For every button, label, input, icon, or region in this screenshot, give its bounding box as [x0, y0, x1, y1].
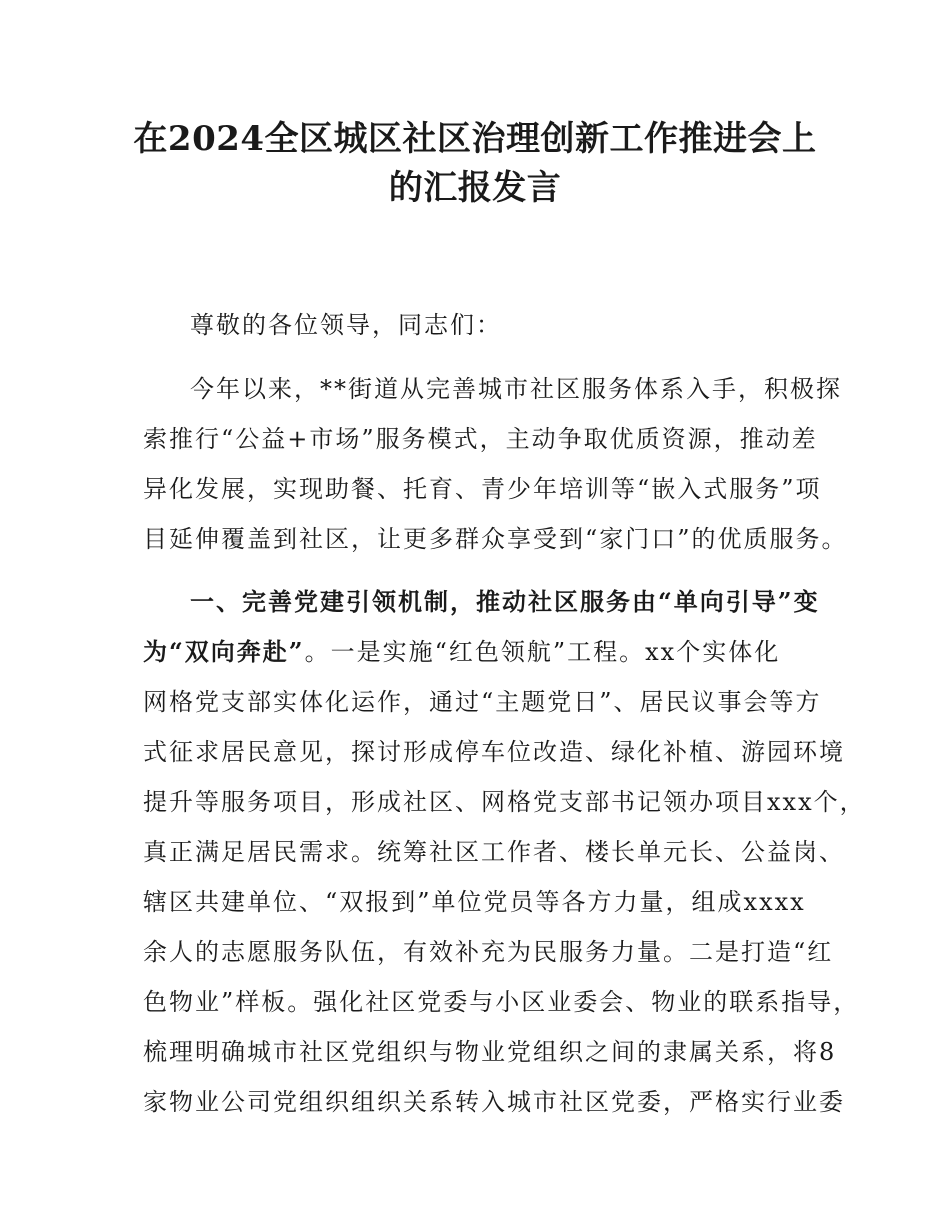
- section-1-heading-bold-tail: 为“双向奔赴”: [143, 637, 305, 666]
- intro-line: 异化发展，实现助餐、托育、青少年培训等“嵌入式服务”项: [143, 475, 822, 503]
- intro-line: 今年以来，**街道从完善城市社区服务体系入手，积极探: [190, 375, 842, 403]
- intro-line: 索推行“公益+市场”服务模式，主动争取优质资源，推动差: [143, 425, 818, 453]
- section-1-line: 色物业”样板。强化社区党委与小区业委会、物业的联系指导，: [143, 988, 860, 1016]
- section-1-line: 提升等服务项目，形成社区、网格党支部书记领办项目xxx个，: [143, 788, 866, 816]
- salutation: 尊敬的各位领导，同志们：: [190, 311, 502, 339]
- section-1-body-start: 。一是实施“红色领航”工程。xx个实体化: [304, 638, 781, 666]
- section-1-heading-continued: [143, 636, 780, 668]
- section-1-line: 余人的志愿服务队伍，有效补充为民服务力量。二是打造“红: [143, 938, 834, 966]
- section-1-line: 式征求居民意见，探讨形成停车位改造、绿化补植、游园环境: [143, 738, 845, 766]
- intro-line: 目延伸覆盖到社区，让更多群众享受到“家门口”的优质服务。: [143, 525, 848, 553]
- section-1-line: 网格党支部实体化运作，通过“主题党日”、居民议事会等方: [143, 688, 822, 716]
- section-1-heading: 一、完善党建引领机制，推动社区服务由“单向引导”变: [190, 587, 820, 616]
- section-1-line: 梳理明确城市社区党组织与物业党组织之间的隶属关系，将8: [143, 1038, 837, 1066]
- section-1-line: 真正满足居民需求。统筹社区工作者、楼长单元长、公益岗、: [143, 838, 845, 866]
- section-1-line: 家物业公司党组织组织关系转入城市社区党委，严格实行业委: [143, 1088, 845, 1116]
- section-1-line: 辖区共建单位、“双报到”单位党员等各方力量，组成xxxx: [143, 888, 806, 916]
- document-title-line-2: 的汇报发言: [388, 168, 562, 208]
- document-title-line-1: 在2024全区城区社区治理创新工作推进会上: [133, 119, 817, 159]
